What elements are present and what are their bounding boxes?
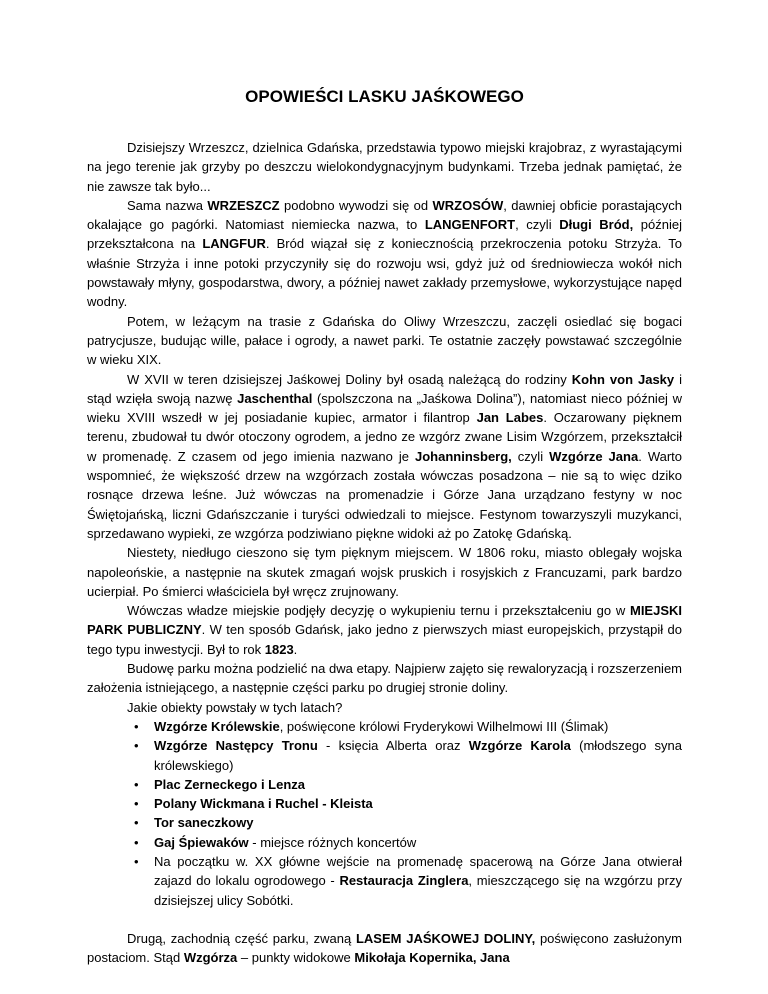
objects-list [87, 717, 682, 910]
bold-term: Tor saneczkowy [154, 815, 254, 831]
text: czyli [511, 448, 550, 464]
bold-term: Wzgórze Królewskie [154, 718, 280, 734]
list-item [134, 852, 682, 910]
list-item [134, 736, 683, 775]
text: Sama nazwa [127, 197, 208, 213]
bold-term: Wzgórze Następcy Tronu [154, 738, 318, 754]
bold-term: LANGFUR [202, 236, 266, 252]
bullet-icon: • [134, 718, 139, 734]
paragraph-public-park [87, 601, 682, 659]
text: (młodszego syna królewskiego) [154, 738, 683, 773]
text: . W ten sposób Gdańsk, jako jedno z pierwszych miast europejskich, przystąpił do tego typu inwestycji. Był to rok [87, 622, 683, 657]
bold-term: WRZESZCZ [207, 197, 280, 213]
text: , dawniej obficie porastających okalające go pagórki. Natomiast niemiecka nazwa, to [87, 197, 682, 233]
text: i stąd wzięła swoją nazwę [87, 371, 682, 406]
bullet-icon: • [134, 738, 139, 754]
paragraph-history [87, 370, 682, 544]
text: , poświęcone królowi Fryderykowi Wilhelmowi III (Ślimak) [279, 718, 609, 734]
list-item [134, 775, 682, 794]
bullet-icon: • [134, 796, 139, 812]
text: Wówczas władze miejskie podjęły decyzję o wykupieniu ternu i przekształceniu go w [127, 603, 630, 619]
paragraph-name-origin [87, 196, 682, 312]
text: poświęcono zasłużonym postaciom. Stąd [87, 930, 682, 966]
bullet-icon: • [134, 776, 139, 792]
text: W XVII w teren dzisiejszej Jaśkowej Doliny był osadą należącą do rodziny [127, 371, 572, 387]
bold-term: Gaj Śpiewaków [154, 834, 249, 850]
bullet-icon: • [134, 815, 139, 831]
page-title: OPOWIEŚCI LASKU JAŚKOWEGO [245, 87, 524, 106]
bold-term: Wzgórze Karola [468, 738, 571, 754]
text: - miejsce różnych koncertów [248, 834, 417, 850]
paragraph-patricians: Potem, w leżącym na trasie z Gdańska do Oliwy Wrzeszczu, zaczęli osiedlać się bogaci patrycjusze, budując wille, pałace i ogrody, a nawet parki. Te ostatnie zaczęły powstawać szczególnie w wieku XIX. [87, 313, 682, 368]
text: Na początku w. XX główne wejście na promenadę spacerową na Górze Jana otwierał zajazd do lokalu ogrodowego - [154, 853, 682, 889]
list-item [134, 833, 682, 852]
bullet-icon: • [134, 853, 139, 869]
text: później przekształcona na [87, 217, 683, 252]
bold-term: Wzgórza [183, 950, 238, 966]
bold-term: Johanninsberg, [415, 448, 512, 464]
bullet-icon: • [134, 834, 139, 850]
bold-term: MIEJSKI PARK PUBLICZNY [87, 603, 682, 638]
text: podobno wywodzi się od [279, 197, 433, 213]
paragraph-intro: Dzisiejszy Wrzeszcz, dzielnica Gdańska, przedstawia typowo miejski krajobraz, z wyrastającymi na jego terenie jak grzyby po deszczu wielokondygnacyjnym budynkami. Trzeba jednak pamiętać, że nie zawsze tak było... [87, 140, 682, 194]
bold-term: Długi Bród, [559, 217, 634, 233]
bold-term: Mikołaja Kopernika, Jana [354, 950, 510, 966]
text: , czyli [515, 217, 560, 233]
paragraph-west-part [87, 929, 682, 968]
paragraph-napoleonic: Niestety, niedługo cieszono się tym pięknym miejscem. W 1806 roku, miasto oblegały wojska napoleońskie, a następnie na skutek zmagań wojsk pruskich i rosyjskich z Francuzami, park bardzo ucierpiał. Po śmierci właściciela był wręcz zrujnowany. [87, 545, 682, 599]
bold-term: 1823 [264, 641, 294, 657]
bold-term: Restauracja Zinglera [339, 873, 469, 889]
bold-term: Polany Wickmana i Ruchel - Kleista [154, 796, 373, 812]
paragraph-stages: Budowę parku można podzielić na dwa etapy. Najpierw zajęto się rewaloryzacją i rozszerzeniem założenia istniejącego, a następnie części parku po drugiej stronie doliny. [87, 661, 682, 696]
text: (spolszczona na „Jaśkowa Dolina”), natomiast nieco później w wieku XVIII wszedł w jej posiadanie kupiec, armator i filantrop [87, 390, 682, 426]
paragraph-question: Jakie obiekty powstały w tych latach? [127, 699, 343, 715]
text: . Oczarowany pięknem terenu, zbudował tu dwór otoczony ogrodem, a jedno ze wzgórz zwane Lisim Wzgórzem, przekształcił w promenadę. Z czasem od jego imienia nazwano je [87, 410, 682, 464]
bold-term: Plac Zerneckego i Lenza [154, 776, 306, 792]
text: , mieszczącego się na wzgórzu przy dzisiejszej ulicy Sobótki. [154, 873, 682, 908]
bold-term: WRZOSÓW [432, 197, 504, 213]
bold-term: LANGENFORT [424, 217, 516, 233]
list-item [134, 794, 682, 813]
text: – punkty widokowe [237, 950, 355, 966]
text: . Bród wiązał się z koniecznością przekroczenia potoku Strzyża. To właśnie Strzyża i inne potoki przyczyniły się do rozwoju wsi, gdyż już od średniowiecza wokół nich powstawały młyny, gospodarstwa, dwory, a później nawet zakłady przemysłowe, wykorzystujące napęd wodny. [87, 236, 682, 310]
bold-term: Kohn von Jasky [571, 371, 675, 387]
list-item [134, 813, 682, 832]
bold-term: LASEM JAŚKOWEJ DOLINY, [355, 930, 536, 946]
text: Drugą, zachodnią część parku, zwaną [127, 930, 356, 946]
bold-term: Jan Labes [476, 410, 544, 426]
text: . [293, 641, 298, 657]
text: - księcia Alberta oraz [317, 738, 469, 754]
bold-term: Jaschenthal [237, 390, 313, 406]
list-item [134, 717, 682, 736]
text: . Warto wspomnieć, że większość drzew na wzgórzach została wówczas posadzona – nie są to więc dziko rosnące drzewa leśne. Już wówczas na promenadzie i Górze Jana urządzano festyny w noc Świętojańską, liczni Gdańszczanie i turyści odwiedzali to miejsce. Festynom towarzyszyli muzykanci, sprzedawano wypieki, ze wzgórza podziwiano piękne widoki aż po Zatokę Gdańską. [87, 448, 683, 541]
bold-term: Wzgórze Jana [549, 448, 639, 464]
